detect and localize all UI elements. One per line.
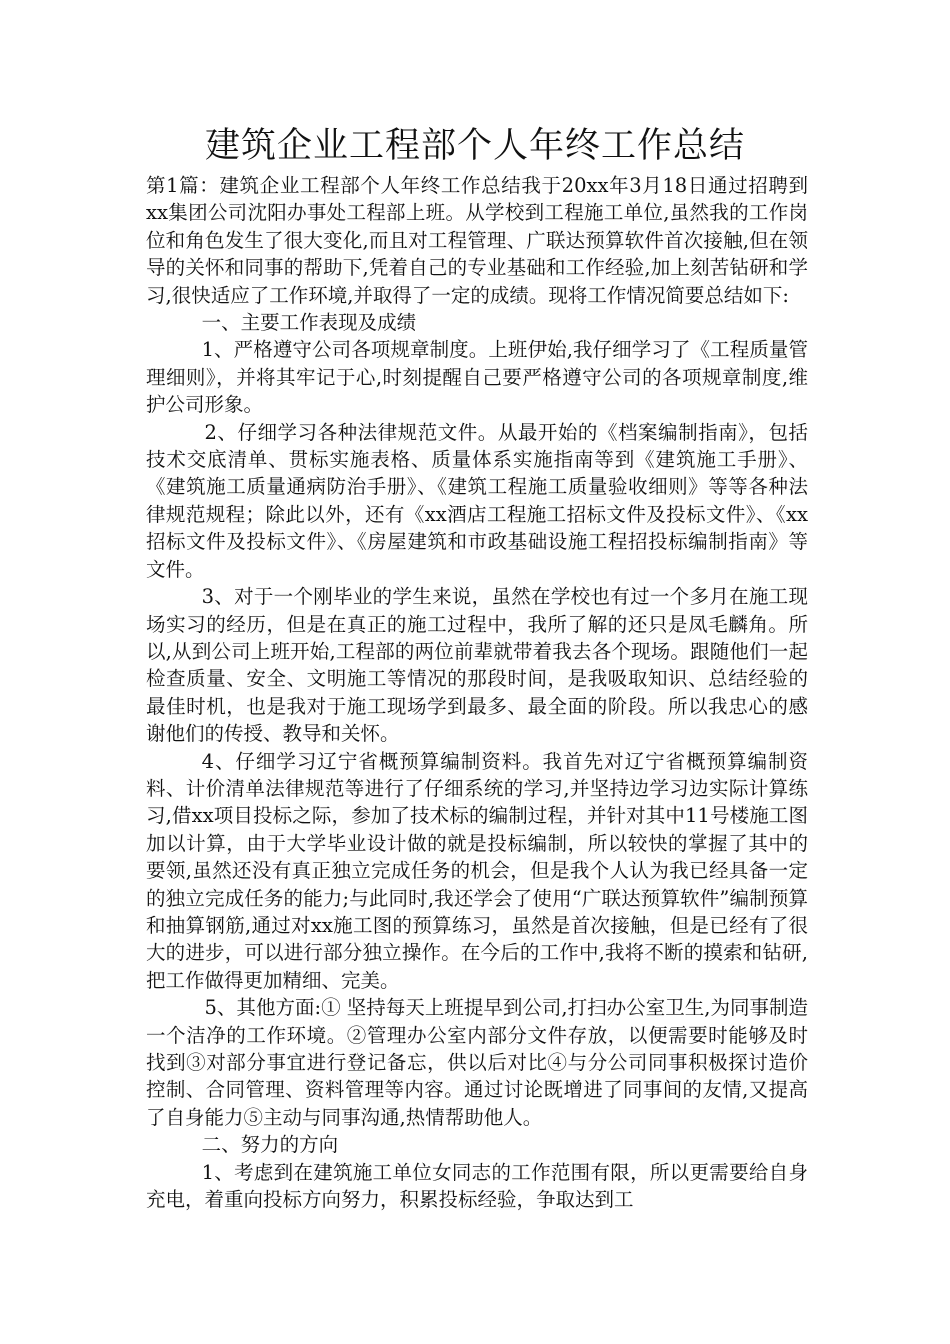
paragraph-item-5: 5、其他方面:① 坚持每天上班提早到公司,打扫办公室卫生,为同事制造一个洁净的工作环境。②管理办公室内部分文件存放，以便需要时能够及时找到③对部分事宜进行登记备忘，供以后对比④与分公司同事积极探讨造价控制、合同管理、资料管理等内容。通过讨论既增进了同事间的友情,又提高了自身能力⑤主动与同事沟通,热情帮助他人。 [146, 996, 808, 1129]
paragraph-item-2: 2、仔细学习各种法律规范文件。从最开始的《档案编制指南》，包括技术交底清单、贯标实施表格、质量体系实施指南等到《建筑施工手册》、《建筑施工质量通病防治手册》、《建筑工程施工质量验收细则》等等各种法律规范规程；除此以外，还有《xx酒店工程施工招标文件及投标文件》、《xx招标文件及投标文件》、《房屋建筑和市政基础设施工程招投标编制指南》等文件。 [146, 420, 808, 581]
paragraph-item-1: 1、严格遵守公司各项规章制度。上班伊始,我仔细学习了《工程质量管理细则》，并将其牢记于心,时刻提醒自己要严格遵守公司的各项规章制度,维护公司形象。 [146, 338, 808, 417]
paragraph-item-4: 4、仔细学习辽宁省概预算编制资料。我首先对辽宁省概预算编制资料、计价清单法律规范等进行了仔细系统的学习,并坚持边学习边实际计算练习,借xx项目投标之际，参加了技术标的编制过程，并针对其中11号楼施工图加以计算，由于大学毕业设计做的就是投标编制，所以较快的掌握了其中的要领,虽然还没有真正独立完成任务的机会，但是我个人认为我已经具备一定的独立完成任务的能力;与此同时,我还学会了使用“广联达预算软件”编制预算和抽算钢筋,通过对xx施工图的预算练习，虽然是首次接触，但是已经有了很大的进步，可以进行部分独立操作。在今后的工作中,我将不断的摸索和钻研,把工作做得更加精细、完美。 [146, 749, 808, 992]
paragraph-intro: 第1篇：建筑企业工程部个人年终工作总结我于20xx年3月18日通过招聘到xx集团公司沈阳办事处工程部上班。从学校到工程施工单位,虽然我的工作岗位和角色发生了很大变化,而且对工程管理、广联达预算软件首次接触,但在领导的关怀和同事的帮助下,凭着自己的专业基础和工作经验,加上刻苦钻研和学习,很快适应了工作环境,并取得了一定的成绩。现将工作情况简要总结如下: [146, 174, 808, 307]
paragraph-item-3: 3、对于一个刚毕业的学生来说，虽然在学校也有过一个多月在施工现场实习的经历，但是在真正的施工过程中，我所了解的还只是凤毛麟角。所以,从到公司上班开始,工程部的两位前辈就带着我去各个现场。跟随他们一起检查质量、安全、文明施工等情况的那段时间，是我吸取知识、总结经验的最佳时机，也是我对于施工现场学到最多、最全面的阶段。所以我忠心的感谢他们的传授、教导和关怀。 [146, 585, 808, 746]
document-title: 建筑企业工程部个人年终工作总结 [204, 126, 745, 166]
document-body [146, 172, 808, 1213]
section-heading-2: 二、努力的方向 [201, 1133, 339, 1157]
section-heading-1: 一、主要工作表现及成绩 [201, 311, 417, 335]
paragraph-direction-1: 1、考虑到在建筑施工单位女同志的工作范围有限，所以更需要给自身充电，着重向投标方向努力，积累投标经验，争取达到工 [146, 1160, 808, 1212]
